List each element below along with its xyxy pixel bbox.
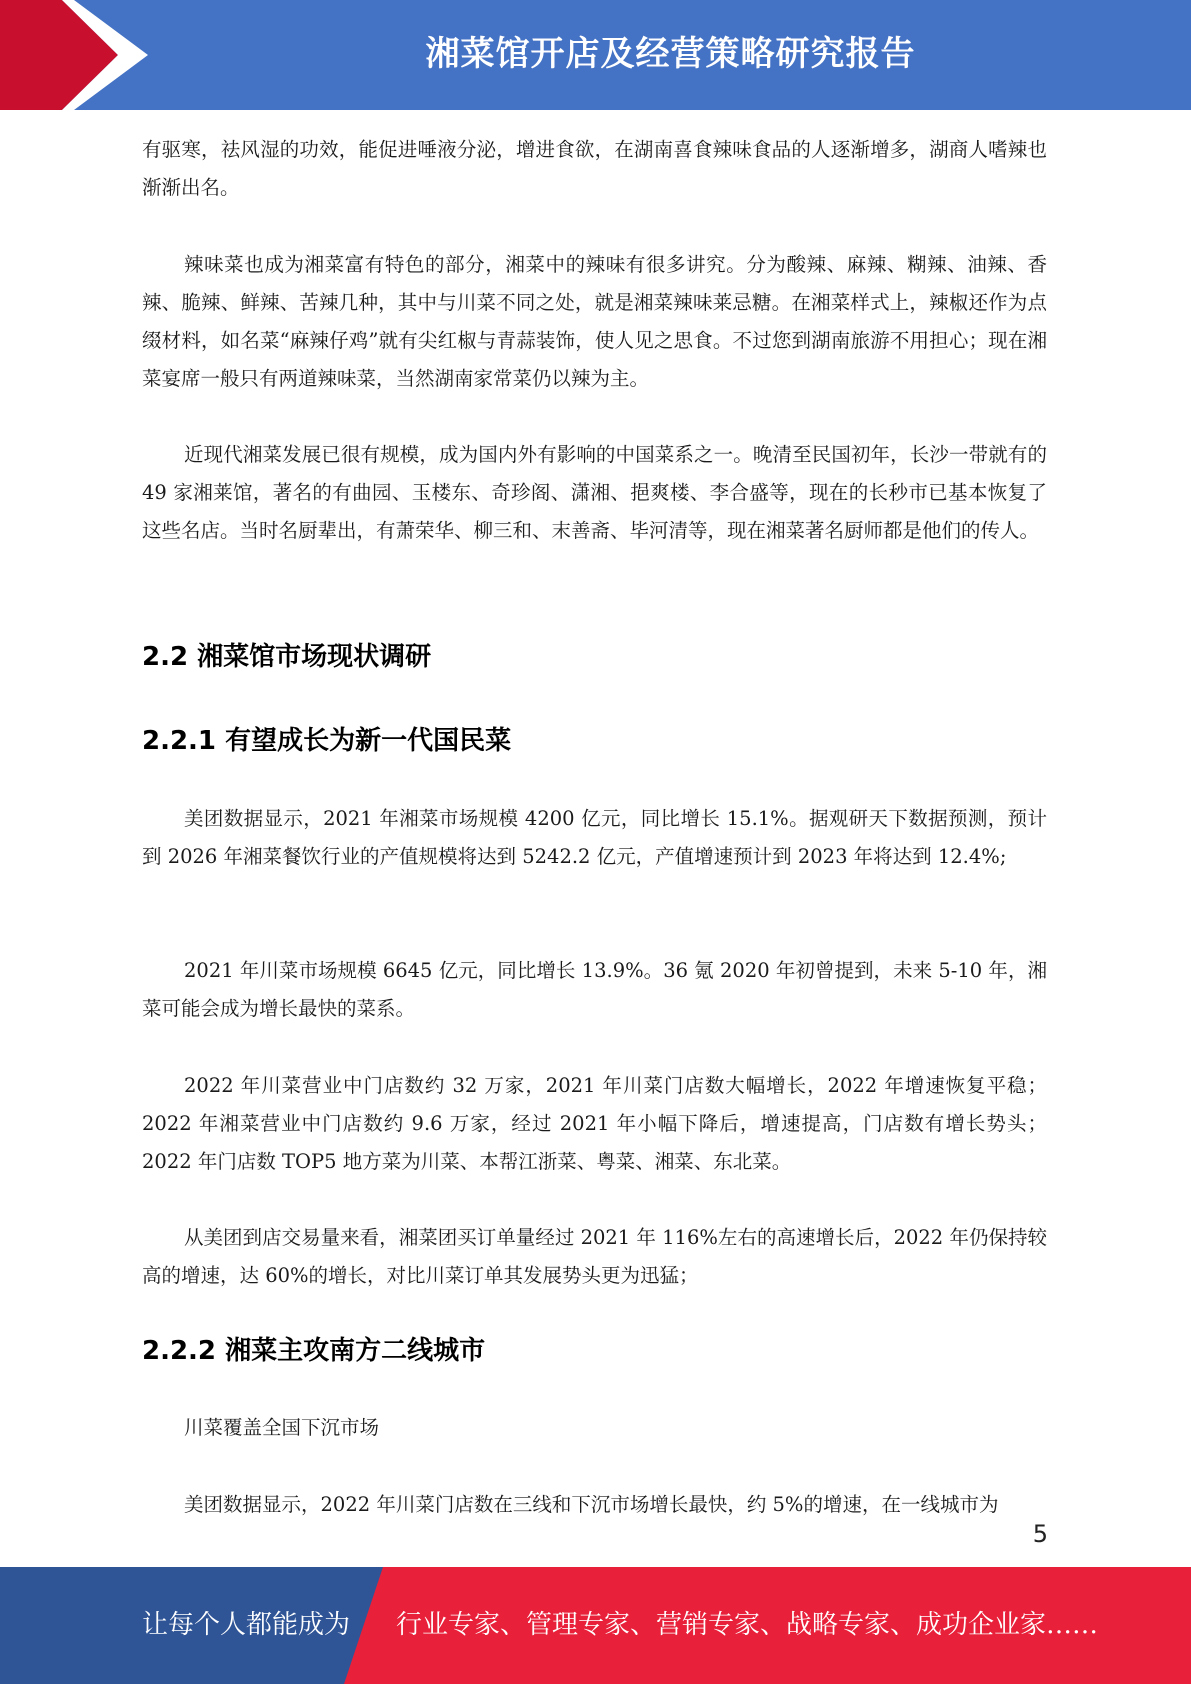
page-footer bbox=[0, 1567, 1191, 1684]
paragraph: 2021 年川菜市场规模 6645 亿元，同比增长 13.9%。36 氪 2020 年初曾提到，未来 5-10 年，湘菜可能会成为增长最快的菜系。 bbox=[142, 959, 1047, 1020]
paragraph: 从美团到店交易量来看，湘菜团买订单量经过 2021 年 116%左右的高速增长后，2022 年仍保持较高的增速，达 60%的增长，对比川菜订单其发展势头更为迅猛； bbox=[142, 1226, 1047, 1287]
paragraph: 川菜覆盖全国下沉市场 bbox=[184, 1416, 380, 1439]
paragraph: 美团数据显示，2022 年川菜门店数在三线和下沉市场增长最快，约 5%的增速，在一线城市为 bbox=[184, 1493, 999, 1516]
subsection-heading: 2.2.1 有望成长为新一代国民菜 bbox=[142, 726, 512, 756]
footer-slogan-left: 让每个人都能成为 bbox=[142, 1610, 351, 1640]
paragraph: 辣味菜也成为湘菜富有特色的部分，湘菜中的辣味有很多讲究。分为酸辣、麻辣、糊辣、油辣、香辣、脆辣、鲜辣、苦辣几种，其中与川菜不同之处，就是湘菜辣味莱忌糖。在湘菜样式上，辣椒还作为点缀材料，如名菜“麻辣仔鸡”就有尖红椒与青蒜装饰，使人见之思食。不过您到湖南旅游不用担心；现在湘菜宴席一般只有两道辣味菜，当然湖南家常菜仍以辣为主。 bbox=[142, 253, 1047, 390]
section-heading: 2.2 湘菜馆市场现状调研 bbox=[142, 642, 432, 672]
paragraph: 近现代湘菜发展已很有规模，成为国内外有影响的中国菜系之一。晚清至民国初年，长沙一带就有的 49 家湘莱馆，著名的有曲园、玉楼东、奇珍阁、潇湘、挹爽楼、李合盛等，现在的长秒市已基本恢复了这些名店。当时名厨辈出，有萧荣华、柳三和、末善斋、毕河清等，现在湘菜著名厨师都是他们的传人。 bbox=[142, 443, 1047, 542]
footer-slogan-right: 行业专家、管理专家、营销专家、战略专家、成功企业家…… bbox=[396, 1610, 1099, 1640]
report-title: 湘菜馆开店及经营策略研究报告 bbox=[425, 34, 916, 74]
paragraph: 2022 年川菜营业中门店数约 32 万家，2021 年川菜门店数大幅增长，2022 年增速恢复平稳；2022 年湘菜营业中门店数约 9.6 万家，经过 2021 年小幅下降后，增速提高，门店数有增长势头；2022 年门店数 TOP5 地方菜为川菜、本帮江浙菜、粤菜、湘菜、东北菜。 bbox=[142, 1074, 1047, 1173]
page-number: 5 bbox=[1032, 1520, 1048, 1548]
paragraph: 美团数据显示，2021 年湘菜市场规模 4200 亿元，同比增长 15.1%。据观研天下数据预测，预计到 2026 年湘菜餐饮行业的产值规模将达到 5242.2 亿元，产值增速预计到 2023 年将达到 12.4%; bbox=[142, 807, 1047, 868]
page-header bbox=[0, 0, 1191, 110]
subsection-heading: 2.2.2 湘菜主攻南方二线城市 bbox=[142, 1336, 486, 1366]
paragraph: 有驱寒，祛风湿的功效，能促进唾液分泌，增进食欲，在湖南喜食辣味食品的人逐渐增多，湖商人嗜辣也渐渐出名。 bbox=[142, 138, 1047, 199]
